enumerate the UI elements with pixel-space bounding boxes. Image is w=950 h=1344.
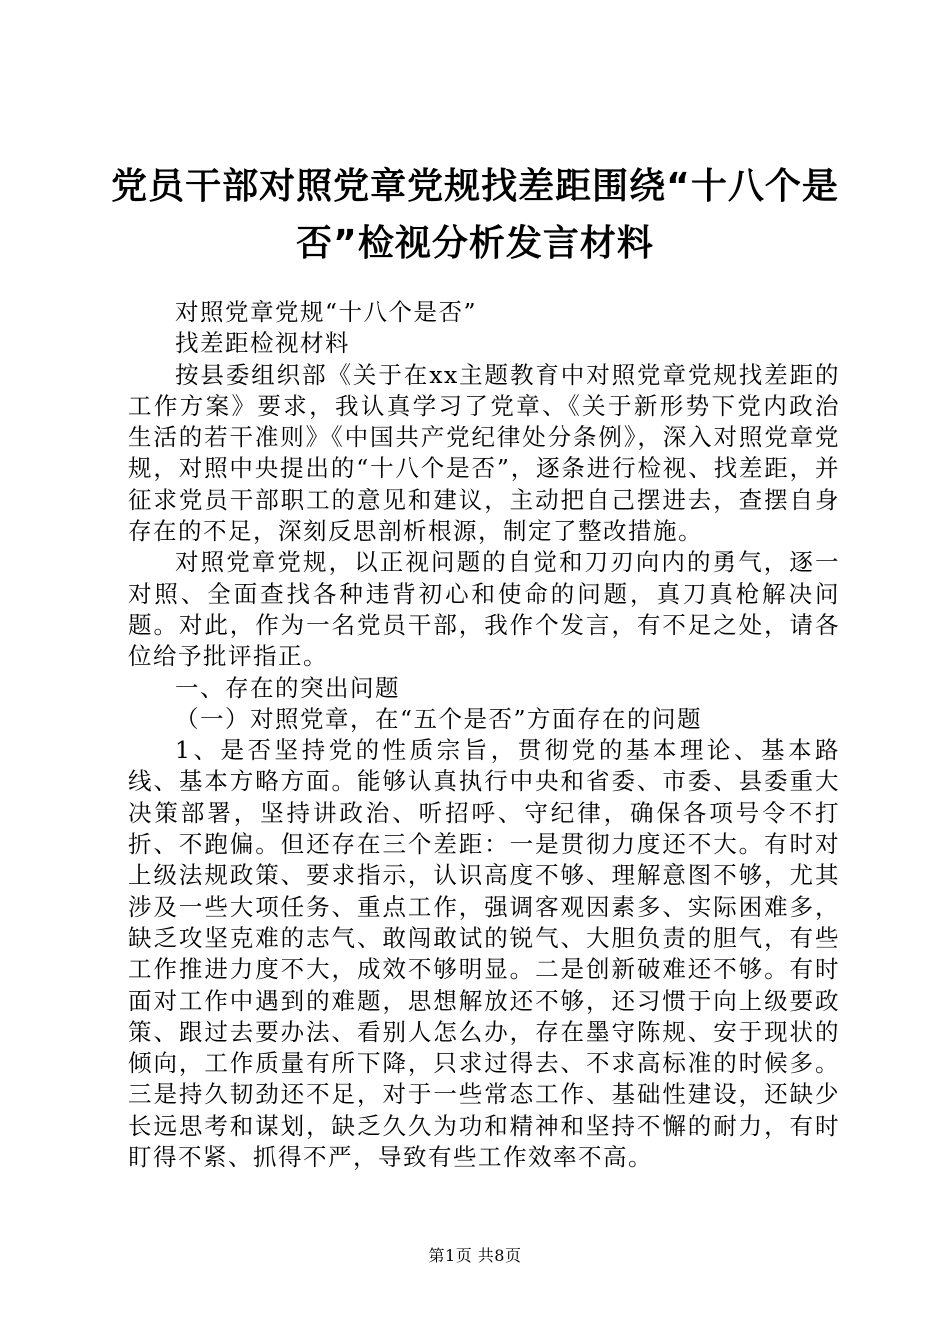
paragraph: 对照党章党规，以正视问题的自觉和刀刃向内的勇气，逐一对照、全面查找各种违背初心和使命的问题，真刀真枪解决问题。对此，作为一名党员干部，我作个发言，有不足之处，请各位给予批评指正。: [128, 548, 840, 671]
paragraph: 对照党章党规“十八个是否”: [175, 298, 478, 326]
paragraph: 按县委组织部《关于在xx主题教育中对照党章党规找差距的工作方案》要求，我认真学习了党章、《关于新形势下党内政治生活的若干准则》《中国共产党纪律处分条例》，深入对照党章党规，对照中央提出的“十八个是否”，逐条进行检视、找差距，并征求党员干部职工的意见和建议，主动把自己摆进去，查摆自身存在的不足，深刻反思剖析根源，制定了整改措施。: [128, 360, 840, 546]
paragraph: 找差距检视材料: [175, 329, 350, 358]
document-body: [128, 297, 840, 1173]
paragraph: 1、是否坚持党的性质宗旨，贯彻党的基本理论、基本路线、基本方略方面。能够认真执行中央和省委、市委、县委重大决策部署，坚持讲政治、听招呼、守纪律，确保各项号令不打折、不跑偏。但还存在三个差距：一是贯彻力度还不大。有时对上级法规政策、要求指示，认识高度不够、理解意图不够，尤其涉及一些大项任务、重点工作，强调客观因素多、实际困难多，缺乏攻坚克难的志气、敢闯敢试的锐气、大胆负责的胆气，有些工作推进力度不大，成效不够明显。二是创新破难还不够。有时面对工作中遇到的难题，思想解放还不够，还习惯于向上级要政策、跟过去要办法、看别人怎么办，存在墨守陈规、安于现状的倾向，工作质量有所下降，只求过得去、不求高标准的时候多。三是持久韧劲还不足，对于一些常态工作、基础性建设，还缺少长远思考和谋划，缺乏久久为功和精神和坚持不懈的耐力，有时盯得不紧、抓得不严，导致有些工作效率不高。: [128, 736, 840, 1172]
subsection-heading: （一）对照党章，在“五个是否”方面存在的问题: [175, 704, 703, 733]
document-title: 党员干部对照党章党规找差距围绕“十八个是否”检视分析发言材料: [111, 166, 839, 264]
section-heading: 一、存在的突出问题: [175, 673, 400, 702]
page-number-footer: 第1页 共8页: [428, 1246, 522, 1265]
